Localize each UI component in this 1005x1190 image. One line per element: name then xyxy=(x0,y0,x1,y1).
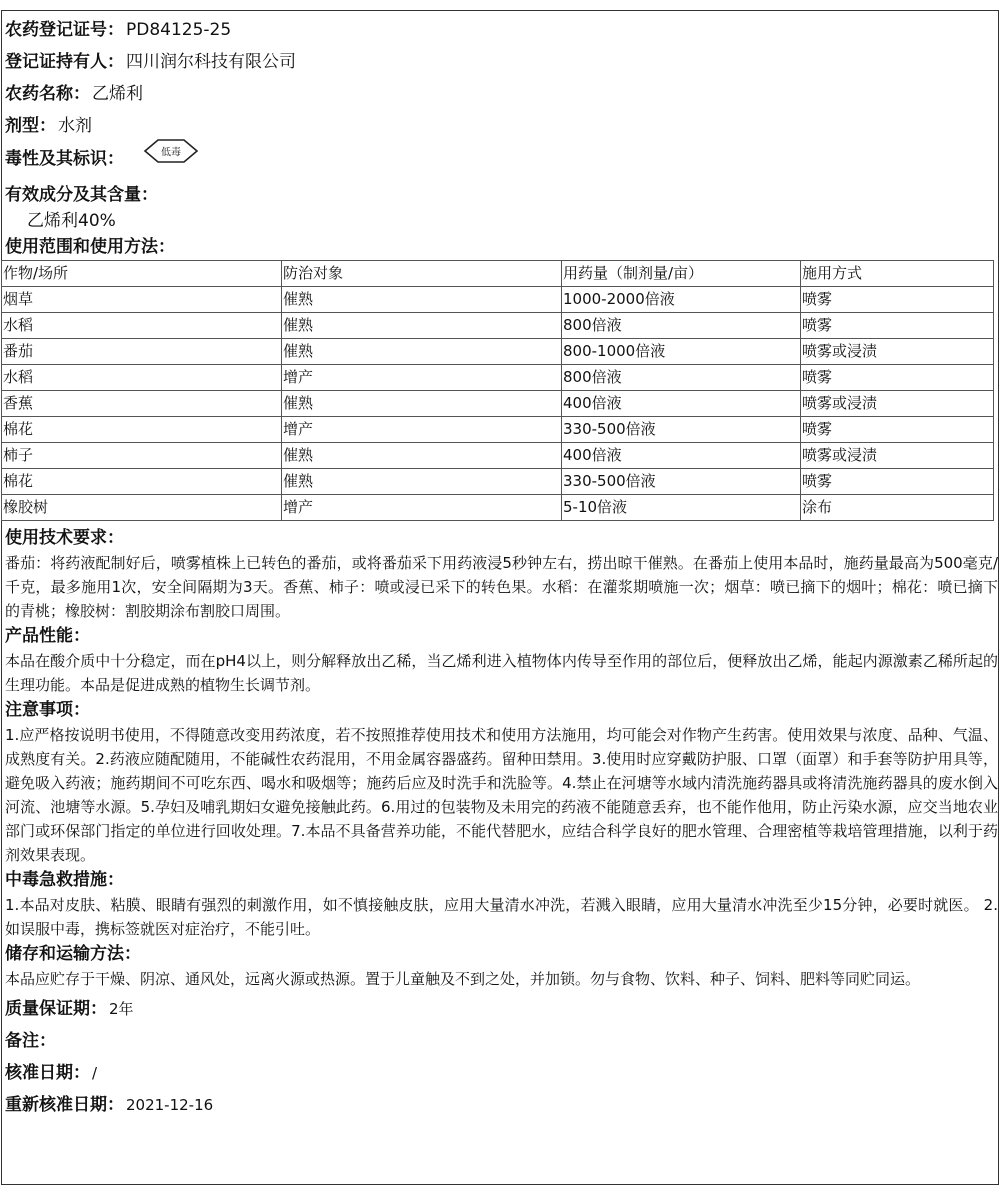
usage-title: 使用范围和使用方法： xyxy=(5,237,175,257)
table-header-cell: 施用方式 xyxy=(801,261,994,287)
table-cell: 800倍液 xyxy=(562,313,801,339)
toxicity-row xyxy=(5,142,998,182)
table-row xyxy=(2,339,994,365)
reapproval-date-row xyxy=(5,1089,998,1121)
product-performance-text: 本品在酸介质中十分稳定，而在pH4以上，则分解释放出乙稀，当乙烯利进入植物体内传导至作用的部位后，便释放出乙烯，能起内源激素乙稀所起的生理功能。本品是促进成熟的植物生长调节剂。 xyxy=(5,652,998,694)
table-cell: 800倍液 xyxy=(562,365,801,391)
reapproval-date-value: 2021-12-16 xyxy=(126,1096,214,1114)
reg-no-row xyxy=(5,14,998,46)
toxicity-label: 毒性及其标识： xyxy=(5,149,124,169)
table-cell: 1000-2000倍液 xyxy=(562,287,801,313)
table-cell: 柿子 xyxy=(2,443,282,469)
shelf-life-label: 质量保证期： xyxy=(5,999,107,1019)
table-cell: 水稻 xyxy=(2,313,282,339)
table-cell: 烟草 xyxy=(2,287,282,313)
table-header-cell: 防治对象 xyxy=(282,261,562,287)
approval-date-value: / xyxy=(92,1064,98,1082)
table-cell: 喷雾或浸渍 xyxy=(801,391,994,417)
tech-requirements-text: 番茄：将药液配制好后，喷雾植株上已转色的番茄，或将番茄采下用药液浸5秒钟左右，捞出晾干催熟。在番茄上使用本品时，施药量最高为500毫克/千克，最多施用1次，安全间隔期为3天。香蕉、柿子：喷或浸已采下的转色果。水稻：在灌浆期喷施一次；烟草：喷已摘下的烟叶；棉花：喷已摘下的青桃；橡胶树：割胶期涂布割胶口周围。 xyxy=(5,554,998,620)
table-cell: 喷雾 xyxy=(801,287,994,313)
table-cell: 增产 xyxy=(282,417,562,443)
table-cell: 水稻 xyxy=(2,365,282,391)
precautions-text: 1.应严格按说明书使用，不得随意改变用药浓度，若不按照推荐使用技术和使用方法施用，均可能会对作物产生药害。使用效果与浓度、品种、气温、成熟度有关。2.药液应随配随用，不能碱性农药混用，不用金属容器盛药。留种田禁用。3.使用时应穿戴防护服、口罩（面罩）和手套等防护用具等，避免吸入药液；施药期间不可吃东西、喝水和吸烟等；施药后应及时洗手和洗脸等。4.禁止在河塘等水域内清洗施药器具或将清洗施药器具的废水倒入河流、池塘等水源。5.孕妇及哺乳期妇女避免接触此药。6.用过的包装物及未用完的药液不能随意丢弃，也不能作他用，防止污染水源，应交当地农业部门或环保部门指定的单位进行回收处理。7.本品不具备营养功能，不能代替肥水，应结合科学良好的肥水管理、合理密植等栽培管理措施，以利于药剂效果表现。 xyxy=(5,726,998,864)
reapproval-date-label: 重新核准日期： xyxy=(5,1095,124,1115)
table-cell: 330-500倍液 xyxy=(562,469,801,495)
table-cell: 增产 xyxy=(282,495,562,521)
form-value: 水剂 xyxy=(58,116,92,136)
reg-no-label: 农药登记证号： xyxy=(5,20,124,40)
table-cell: 催熟 xyxy=(282,313,562,339)
table-row xyxy=(2,287,994,313)
ingredient-value: 乙烯利40% xyxy=(27,211,116,231)
holder-label: 登记证持有人： xyxy=(5,52,124,72)
table-row xyxy=(2,313,994,339)
table-cell: 催熟 xyxy=(282,443,562,469)
shelf-life-value: 2年 xyxy=(109,1000,134,1018)
first-aid-text: 1.本品对皮肤、粘膜、眼睛有强烈的刺激作用，如不慎接触皮肤，应用大量清水冲洗，若溅入眼睛，应用大量清水冲洗至少15分钟，必要时就医。 2.如误服中毒，携标签就医对症治疗，不能引吐。 xyxy=(5,896,998,938)
name-row xyxy=(5,78,998,110)
table-cell: 330-500倍液 xyxy=(562,417,801,443)
storage-text: 本品应贮存于干燥、阴凉、通风处，远离火源或热源。置于儿童触及不到之处，并加锁。勿与食物、饮料、种子、饲料、肥料等同贮同运。 xyxy=(5,970,921,988)
toxicity-badge-text: 低毒 xyxy=(161,147,182,159)
name-label: 农药名称： xyxy=(5,84,90,104)
table-row xyxy=(2,469,994,495)
usage-table xyxy=(1,260,994,521)
table-header-cell: 用药量（制剂量/亩） xyxy=(562,261,801,287)
ingredient-title-row xyxy=(5,182,998,208)
table-row xyxy=(2,495,994,521)
table-cell: 800-1000倍液 xyxy=(562,339,801,365)
table-cell: 橡胶树 xyxy=(2,495,282,521)
reg-no-value: PD84125-25 xyxy=(126,20,232,40)
form-label: 剂型： xyxy=(5,116,56,136)
first-aid-title: 中毒急救措施： xyxy=(5,870,124,890)
table-header-cell: 作物/场所 xyxy=(2,261,282,287)
table-cell: 喷雾或浸渍 xyxy=(801,339,994,365)
table-row xyxy=(2,365,994,391)
name-value: 乙烯利 xyxy=(92,84,143,104)
table-cell: 催熟 xyxy=(282,391,562,417)
table-row xyxy=(2,391,994,417)
table-cell: 棉花 xyxy=(2,469,282,495)
table-cell: 催熟 xyxy=(282,339,562,365)
table-cell: 香蕉 xyxy=(2,391,282,417)
table-cell: 400倍液 xyxy=(562,391,801,417)
table-cell: 喷雾 xyxy=(801,469,994,495)
approval-date-label: 核准日期： xyxy=(5,1063,90,1083)
holder-row xyxy=(5,46,998,78)
tech-requirements-title: 使用技术要求： xyxy=(5,528,124,548)
table-cell: 催熟 xyxy=(282,287,562,313)
table-cell: 5-10倍液 xyxy=(562,495,801,521)
table-cell: 喷雾或浸渍 xyxy=(801,443,994,469)
precautions-title: 注意事项： xyxy=(5,700,90,720)
table-cell: 喷雾 xyxy=(801,365,994,391)
table-header-row xyxy=(2,261,994,287)
table-cell: 增产 xyxy=(282,365,562,391)
table-cell: 棉花 xyxy=(2,417,282,443)
table-cell: 400倍液 xyxy=(562,443,801,469)
product-performance-title: 产品性能： xyxy=(5,626,90,646)
remark-row xyxy=(5,1025,998,1057)
table-cell: 番茄 xyxy=(2,339,282,365)
holder-value: 四川润尔科技有限公司 xyxy=(126,52,296,72)
shelf-life-row xyxy=(5,993,998,1025)
pesticide-label-document xyxy=(5,14,998,1121)
ingredient-label: 有效成分及其含量： xyxy=(5,185,158,205)
table-cell: 涂布 xyxy=(801,495,994,521)
approval-date-row xyxy=(5,1057,998,1089)
table-row xyxy=(2,417,994,443)
table-row xyxy=(2,443,994,469)
storage-title: 储存和运输方法： xyxy=(5,944,141,964)
table-cell: 喷雾 xyxy=(801,313,994,339)
remark-label: 备注： xyxy=(5,1031,56,1051)
table-cell: 催熟 xyxy=(282,469,562,495)
table-cell: 喷雾 xyxy=(801,417,994,443)
low-toxicity-icon xyxy=(143,138,199,176)
